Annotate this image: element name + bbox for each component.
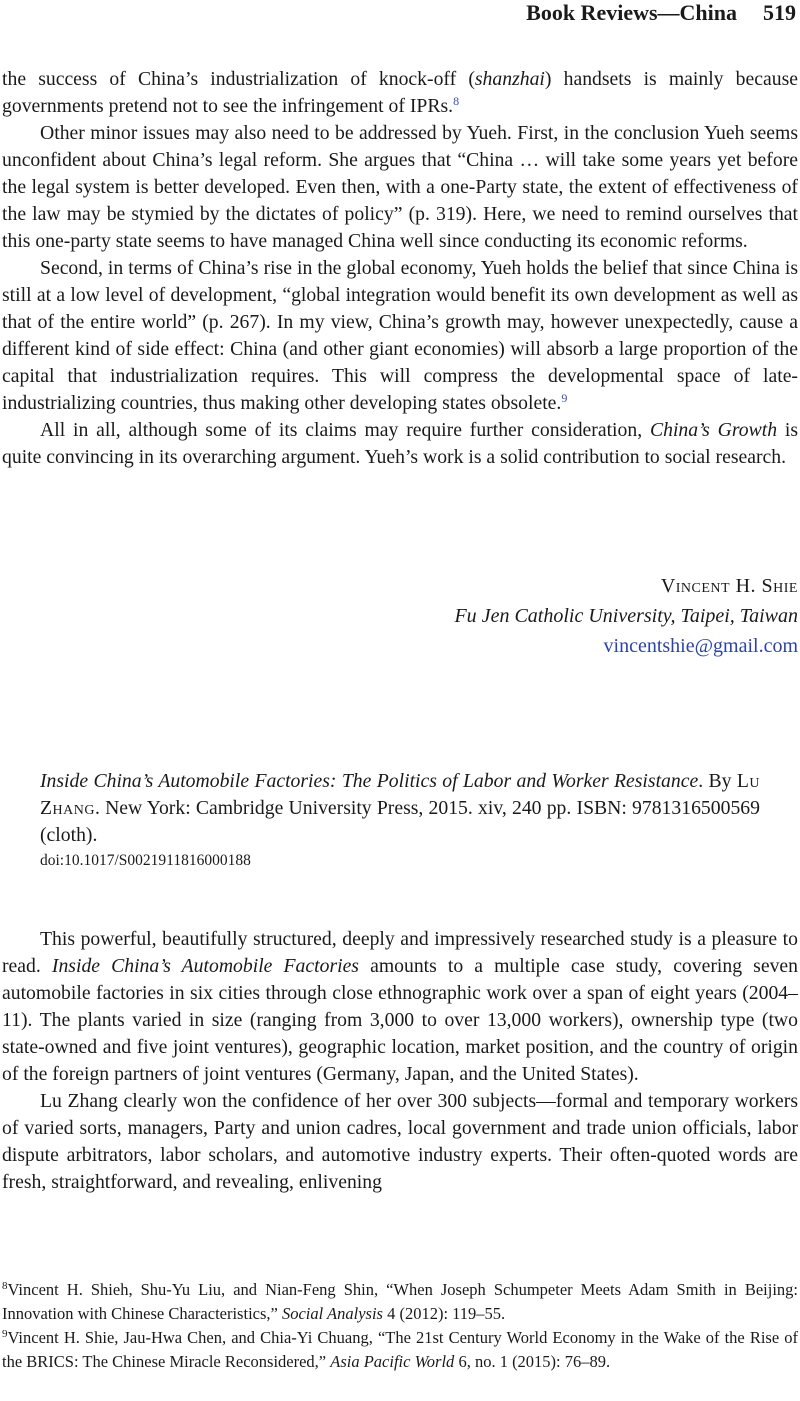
review2-paragraph-2: Lu Zhang clearly won the confidence of her over 300 subjects—formal and temporary workers of varied sorts, managers, Party and union cadres, local government and trade union officials, labor dispute arbitrators, labor scholars, and automotive industry experts. Their often-quoted words are fresh, straightforward, and revealing, enlivening (2, 1090, 798, 1193)
book-title: Inside China’s Automobile Factories: The Politics of Labor and Worker Resistance (40, 770, 699, 792)
review1-paragraph-1: the success of China’s industrialization of knock-off (shanzhai) handsets is mainly because governments pretend not to see the infringement of IPRs.$^8$ (2, 68, 798, 117)
review1-paragraph-3: Second, in terms of China’s rise in the global economy, Yueh holds the belief that since China is still at a low level of development, “global integration would benefit its own development as well as that of the entire world” (p. 267). In my view, China’s growth may, however unexpectedly, cause a different kind of side effect: China (and other giant economies) will absorb a large proportion of the capital that industrialization requires. This will compress the developmental space of late-industrializing countries, thus making other developing states obsolete.$^9$ (2, 257, 798, 414)
book-author: Lu Zhang (40, 770, 760, 819)
doi-link[interactable]: doi:10.1017/S0021911816000188 (40, 852, 251, 869)
reviewer-signature (454, 571, 798, 661)
footnotes (2, 1278, 798, 1374)
review1-paragraph-2: Other minor issues may also need to be addressed by Yueh. First, in the conclusion Yueh seems unconfident about China’s legal reform. She argues that “China … will take some years yet before the legal system is better developed. Even then, with a one-Party state, the extent of effectiveness of the law may be stymied by the dictates of policy” (p. 319). Here, we need to remind ourselves that this one-party state seems to have managed China well since conducting its economic reforms. (2, 122, 798, 252)
running-header (526, 0, 796, 28)
reviewer-affiliation: Fu Jen Catholic University, Taipei, Taiwan (454, 605, 798, 627)
page-number: 519 (763, 0, 796, 25)
footnote-9: $^9$Vincent H. Shie, Jau-Hwa Chen, and Chia-Yi Chuang, “The 21st Century World Economy in the Wake of the Rise of the BRICS: The Chinese Miracle Reconsidered,” Asia Pacific World 6, no. 1 (2015): 76–89. (2, 1328, 798, 1371)
running-title: Book Reviews—China (526, 0, 737, 25)
footnote-ref-9[interactable]: 9 (561, 391, 568, 405)
reviewer-email-link[interactable]: vincentshie@gmail.com (603, 635, 798, 657)
review2-citation (40, 768, 760, 873)
footnote-8: $^8$Vincent H. Shieh, Shu-Yu Liu, and Nian-Feng Shin, “When Joseph Schumpeter Meets Adam Smith in Beijing: Innovation with Chinese Characteristics,” Social Analysis 4 (2012): 119–55. (2, 1280, 798, 1323)
review2-body (2, 926, 798, 1196)
review2-paragraph-1: This powerful, beautifully structured, deeply and impressively researched study is a pleasure to read. Inside China’s Automobile Factories amounts to a multiple case study, covering seven automobile factories in six cities through close ethnographic work over a span of eight years (2004–11). The plants varied in size (ranging from 3,000 to over 13,000 workers), ownership type (two state-owned and five joint ventures), geographic location, market position, and the country of origin of the foreign partners of joint ventures (Germany, Japan, and the United States). (2, 928, 798, 1085)
book-citation: Inside China’s Automobile Factories: The Politics of Labor and Worker Resistance. By Lu Zhang. New York: Cambridge University Press, 2015. xiv, 240 pp. ISBN: 9781316500569 (cloth). (40, 770, 760, 846)
reviewer-name: Vincent H. Shie (660, 575, 798, 597)
review1-body (2, 66, 798, 471)
review1-paragraph-4: All in all, although some of its claims may require further consideration, China’s Growth is quite convincing in its overarching argument. Yueh’s work is a solid contribution to social research. (2, 419, 798, 468)
footnote-ref-8[interactable]: 8 (453, 94, 460, 108)
